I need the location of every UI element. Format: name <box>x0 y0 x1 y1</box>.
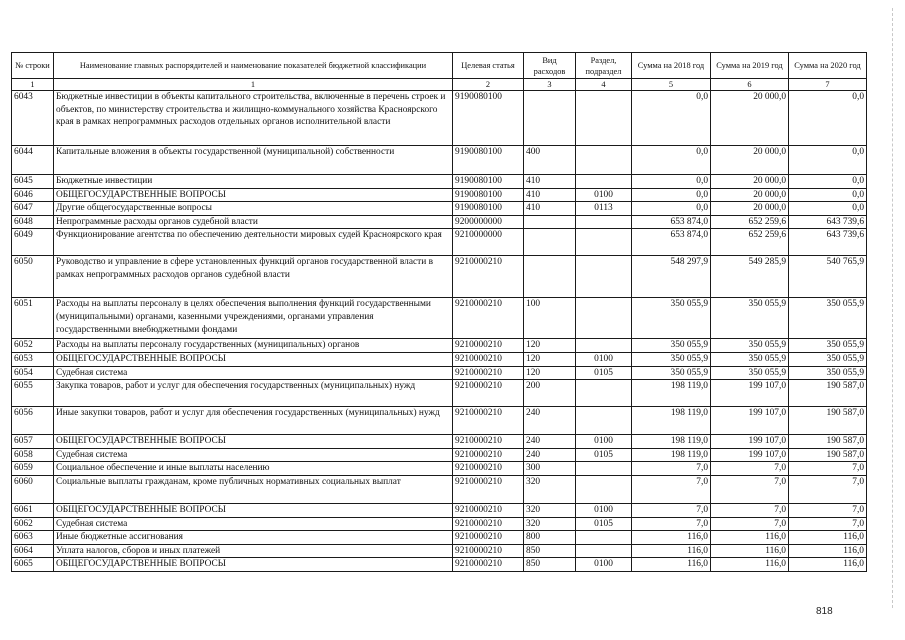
row-name: Социальные выплаты гражданам, кроме публичных нормативных социальных выплат <box>54 475 453 503</box>
row-sum-2018: 7,0 <box>632 503 711 517</box>
row-sum-2019: 549 285,9 <box>711 256 789 298</box>
table-row <box>12 407 867 435</box>
row-kind: 300 <box>524 462 576 476</box>
row-number: 6048 <box>12 215 54 229</box>
row-sum-2019: 199 107,0 <box>711 448 789 462</box>
row-sum-2020: 7,0 <box>789 475 867 503</box>
header-row <box>12 53 867 79</box>
row-target: 9210000210 <box>453 407 524 435</box>
row-sum-2018: 653 874,0 <box>632 229 711 256</box>
row-section <box>576 462 632 476</box>
column-number: 7 <box>789 79 867 91</box>
row-sum-2018: 653 874,0 <box>632 215 711 229</box>
row-sum-2019: 199 107,0 <box>711 435 789 449</box>
row-sum-2018: 350 055,9 <box>632 352 711 366</box>
row-sum-2018: 0,0 <box>632 91 711 146</box>
row-sum-2018: 7,0 <box>632 475 711 503</box>
row-sum-2018: 198 119,0 <box>632 448 711 462</box>
row-target: 9200000000 <box>453 215 524 229</box>
row-target: 9190080100 <box>453 188 524 202</box>
row-sum-2018: 116,0 <box>632 531 711 545</box>
row-target: 9210000210 <box>453 339 524 353</box>
header-section: Раздел, подраздел <box>576 53 632 79</box>
table-row <box>12 188 867 202</box>
column-number: 3 <box>524 79 576 91</box>
row-section: 0100 <box>576 188 632 202</box>
row-sum-2018: 198 119,0 <box>632 407 711 435</box>
column-number: 4 <box>576 79 632 91</box>
row-sum-2019: 20 000,0 <box>711 91 789 146</box>
row-name: Другие общегосударственные вопросы <box>54 202 453 216</box>
table-row <box>12 435 867 449</box>
row-kind: 120 <box>524 339 576 353</box>
row-target: 9210000210 <box>453 435 524 449</box>
row-name: Закупка товаров, работ и услуг для обеспечения государственных (муниципальных) нужд <box>54 380 453 407</box>
row-number: 6052 <box>12 339 54 353</box>
row-sum-2019: 7,0 <box>711 475 789 503</box>
column-number: 1 <box>54 79 453 91</box>
row-sum-2020: 190 587,0 <box>789 380 867 407</box>
row-kind: 800 <box>524 531 576 545</box>
row-number: 6059 <box>12 462 54 476</box>
row-name: Расходы на выплаты персоналу в целях обеспечения выполнения функций государственными (муниципальными) органами, казенными учреждениями, органами управления государственными внебюджетными фондами <box>54 298 453 339</box>
row-sum-2020: 0,0 <box>789 188 867 202</box>
table-row <box>12 517 867 531</box>
row-kind: 240 <box>524 435 576 449</box>
table-row <box>12 462 867 476</box>
row-number: 6058 <box>12 448 54 462</box>
row-sum-2018: 0,0 <box>632 146 711 175</box>
row-section <box>576 475 632 503</box>
row-sum-2020: 190 587,0 <box>789 448 867 462</box>
table-row <box>12 175 867 189</box>
row-kind: 240 <box>524 448 576 462</box>
row-target: 9210000210 <box>453 462 524 476</box>
row-sum-2018: 350 055,9 <box>632 298 711 339</box>
row-sum-2018: 350 055,9 <box>632 339 711 353</box>
row-sum-2019: 199 107,0 <box>711 380 789 407</box>
row-sum-2019: 350 055,9 <box>711 366 789 380</box>
row-sum-2018: 7,0 <box>632 462 711 476</box>
row-sum-2018: 116,0 <box>632 544 711 558</box>
row-section <box>576 531 632 545</box>
table-row <box>12 215 867 229</box>
row-number: 6060 <box>12 475 54 503</box>
row-sum-2020: 643 739,6 <box>789 229 867 256</box>
row-sum-2019: 20 000,0 <box>711 146 789 175</box>
row-sum-2018: 7,0 <box>632 517 711 531</box>
row-number: 6055 <box>12 380 54 407</box>
row-sum-2019: 350 055,9 <box>711 298 789 339</box>
row-sum-2018: 0,0 <box>632 202 711 216</box>
row-target: 9210000210 <box>453 503 524 517</box>
row-number: 6051 <box>12 298 54 339</box>
row-number: 6043 <box>12 91 54 146</box>
row-number: 6044 <box>12 146 54 175</box>
row-target: 9210000210 <box>453 448 524 462</box>
row-name: Судебная система <box>54 517 453 531</box>
row-name: Функционирование агентства по обеспечению деятельности мировых судей Красноярского края <box>54 229 453 256</box>
row-name: ОБЩЕГОСУДАРСТВЕННЫЕ ВОПРОСЫ <box>54 503 453 517</box>
table-row <box>12 229 867 256</box>
row-name: Бюджетные инвестиции <box>54 175 453 189</box>
row-sum-2020: 190 587,0 <box>789 435 867 449</box>
table-row <box>12 558 867 572</box>
row-kind: 410 <box>524 202 576 216</box>
row-number: 6045 <box>12 175 54 189</box>
row-name: Иные бюджетные ассигнования <box>54 531 453 545</box>
header-sum-2018: Сумма на 2018 год <box>632 53 711 79</box>
row-target: 9190080100 <box>453 202 524 216</box>
row-sum-2020: 350 055,9 <box>789 298 867 339</box>
row-kind <box>524 229 576 256</box>
row-sum-2020: 540 765,9 <box>789 256 867 298</box>
row-number: 6056 <box>12 407 54 435</box>
row-sum-2018: 198 119,0 <box>632 380 711 407</box>
row-kind: 100 <box>524 298 576 339</box>
row-sum-2020: 0,0 <box>789 146 867 175</box>
row-sum-2020: 643 739,6 <box>789 215 867 229</box>
table-row <box>12 448 867 462</box>
row-name: Социальное обеспечение и иные выплаты населению <box>54 462 453 476</box>
row-section <box>576 146 632 175</box>
row-sum-2018: 0,0 <box>632 188 711 202</box>
row-sum-2019: 199 107,0 <box>711 407 789 435</box>
row-kind <box>524 91 576 146</box>
row-target: 9210000000 <box>453 229 524 256</box>
row-name: ОБЩЕГОСУДАРСТВЕННЫЕ ВОПРОСЫ <box>54 435 453 449</box>
table-row <box>12 256 867 298</box>
row-sum-2019: 652 259,6 <box>711 215 789 229</box>
row-sum-2019: 350 055,9 <box>711 339 789 353</box>
row-sum-2020: 116,0 <box>789 558 867 572</box>
row-sum-2020: 0,0 <box>789 202 867 216</box>
row-number: 6062 <box>12 517 54 531</box>
row-number: 6065 <box>12 558 54 572</box>
row-sum-2019: 7,0 <box>711 517 789 531</box>
row-number: 6046 <box>12 188 54 202</box>
row-sum-2018: 350 055,9 <box>632 366 711 380</box>
row-sum-2019: 116,0 <box>711 531 789 545</box>
row-number: 6049 <box>12 229 54 256</box>
row-section: 0100 <box>576 503 632 517</box>
row-sum-2018: 548 297,9 <box>632 256 711 298</box>
row-kind: 850 <box>524 544 576 558</box>
row-sum-2020: 7,0 <box>789 462 867 476</box>
row-sum-2020: 350 055,9 <box>789 352 867 366</box>
row-sum-2020: 350 055,9 <box>789 339 867 353</box>
header-sum-2019: Сумма на 2019 год <box>711 53 789 79</box>
header-target: Целевая статья <box>453 53 524 79</box>
row-sum-2020: 190 587,0 <box>789 407 867 435</box>
table-row <box>12 380 867 407</box>
budget-table <box>11 52 867 572</box>
table-row <box>12 366 867 380</box>
row-target: 9210000210 <box>453 544 524 558</box>
row-name: Уплата налогов, сборов и иных платежей <box>54 544 453 558</box>
row-kind: 850 <box>524 558 576 572</box>
row-target: 9210000210 <box>453 531 524 545</box>
row-kind: 320 <box>524 475 576 503</box>
table-row <box>12 298 867 339</box>
row-number: 6061 <box>12 503 54 517</box>
row-section <box>576 339 632 353</box>
row-number: 6063 <box>12 531 54 545</box>
row-section: 0113 <box>576 202 632 216</box>
row-target: 9210000210 <box>453 380 524 407</box>
row-sum-2019: 20 000,0 <box>711 188 789 202</box>
row-name: Руководство и управление в сфере установленных функций органов государственной власти в рамках непрограммных расходов органов судебной власти <box>54 256 453 298</box>
row-target: 9210000210 <box>453 256 524 298</box>
row-number: 6054 <box>12 366 54 380</box>
row-name: Расходы на выплаты персоналу государственных (муниципальных) органов <box>54 339 453 353</box>
row-target: 9190080100 <box>453 91 524 146</box>
row-sum-2018: 198 119,0 <box>632 435 711 449</box>
row-name: Судебная система <box>54 448 453 462</box>
row-section <box>576 175 632 189</box>
row-sum-2020: 350 055,9 <box>789 366 867 380</box>
row-sum-2020: 0,0 <box>789 175 867 189</box>
column-number: 2 <box>453 79 524 91</box>
column-number: 1 <box>12 79 54 91</box>
table-row <box>12 146 867 175</box>
row-kind: 400 <box>524 146 576 175</box>
row-section: 0105 <box>576 366 632 380</box>
row-section <box>576 256 632 298</box>
row-sum-2020: 7,0 <box>789 503 867 517</box>
row-target: 9210000210 <box>453 475 524 503</box>
row-sum-2019: 116,0 <box>711 558 789 572</box>
row-section <box>576 298 632 339</box>
row-section <box>576 215 632 229</box>
row-kind: 410 <box>524 175 576 189</box>
row-sum-2020: 7,0 <box>789 517 867 531</box>
row-target: 9190080100 <box>453 175 524 189</box>
row-section <box>576 407 632 435</box>
row-sum-2019: 350 055,9 <box>711 352 789 366</box>
row-target: 9210000210 <box>453 366 524 380</box>
row-sum-2020: 116,0 <box>789 544 867 558</box>
row-number: 6047 <box>12 202 54 216</box>
row-kind <box>524 215 576 229</box>
row-target: 9210000210 <box>453 298 524 339</box>
table-row <box>12 475 867 503</box>
row-name: Непрограммные расходы органов судебной власти <box>54 215 453 229</box>
column-number: 5 <box>632 79 711 91</box>
row-name: Бюджетные инвестиции в объекты капитального строительства, включенные в перечень строек и объектов, по министерству строительства и жилищно-коммунального хозяйства Красноярского края в рамках непрограммных расходов отдельных органов исполнительной власти <box>54 91 453 146</box>
column-number-row <box>12 79 867 91</box>
row-target: 9190080100 <box>453 146 524 175</box>
row-section: 0105 <box>576 448 632 462</box>
row-sum-2019: 7,0 <box>711 462 789 476</box>
row-section <box>576 544 632 558</box>
row-number: 6053 <box>12 352 54 366</box>
row-sum-2019: 7,0 <box>711 503 789 517</box>
row-sum-2018: 0,0 <box>632 175 711 189</box>
row-kind: 410 <box>524 188 576 202</box>
row-sum-2019: 20 000,0 <box>711 175 789 189</box>
row-section: 0100 <box>576 435 632 449</box>
row-number: 6064 <box>12 544 54 558</box>
row-kind: 120 <box>524 366 576 380</box>
row-sum-2020: 116,0 <box>789 531 867 545</box>
row-name: Иные закупки товаров, работ и услуг для обеспечения государственных (муниципальных) нужд <box>54 407 453 435</box>
row-kind <box>524 256 576 298</box>
row-sum-2019: 20 000,0 <box>711 202 789 216</box>
header-sum-2020: Сумма на 2020 год <box>789 53 867 79</box>
header-kind: Вид расходов <box>524 53 576 79</box>
header-row-no: № строки <box>12 53 54 79</box>
table-row <box>12 531 867 545</box>
row-section: 0105 <box>576 517 632 531</box>
row-section: 0100 <box>576 558 632 572</box>
table-row <box>12 202 867 216</box>
table-row <box>12 352 867 366</box>
row-name: Судебная система <box>54 366 453 380</box>
table-row <box>12 544 867 558</box>
table-body <box>12 91 867 572</box>
row-section <box>576 229 632 256</box>
row-sum-2020: 0,0 <box>789 91 867 146</box>
row-kind: 320 <box>524 503 576 517</box>
row-target: 9210000210 <box>453 558 524 572</box>
row-sum-2018: 116,0 <box>632 558 711 572</box>
row-sum-2019: 652 259,6 <box>711 229 789 256</box>
row-number: 6057 <box>12 435 54 449</box>
row-section: 0100 <box>576 352 632 366</box>
row-kind: 120 <box>524 352 576 366</box>
row-kind: 200 <box>524 380 576 407</box>
row-number: 6050 <box>12 256 54 298</box>
header-name: Наименование главных распорядителей и наименование показателей бюджетной классификации <box>54 53 453 79</box>
page-edge-line <box>892 8 897 608</box>
row-kind: 320 <box>524 517 576 531</box>
table-row <box>12 91 867 146</box>
row-section <box>576 380 632 407</box>
row-target: 9210000210 <box>453 517 524 531</box>
row-section <box>576 91 632 146</box>
row-sum-2019: 116,0 <box>711 544 789 558</box>
table-row <box>12 503 867 517</box>
table-row <box>12 339 867 353</box>
row-name: ОБЩЕГОСУДАРСТВЕННЫЕ ВОПРОСЫ <box>54 188 453 202</box>
row-name: Капитальные вложения в объекты государственной (муниципальной) собственности <box>54 146 453 175</box>
row-target: 9210000210 <box>453 352 524 366</box>
row-name: ОБЩЕГОСУДАРСТВЕННЫЕ ВОПРОСЫ <box>54 352 453 366</box>
page-number: 818 <box>816 606 833 617</box>
row-kind: 240 <box>524 407 576 435</box>
row-name: ОБЩЕГОСУДАРСТВЕННЫЕ ВОПРОСЫ <box>54 558 453 572</box>
column-number: 6 <box>711 79 789 91</box>
